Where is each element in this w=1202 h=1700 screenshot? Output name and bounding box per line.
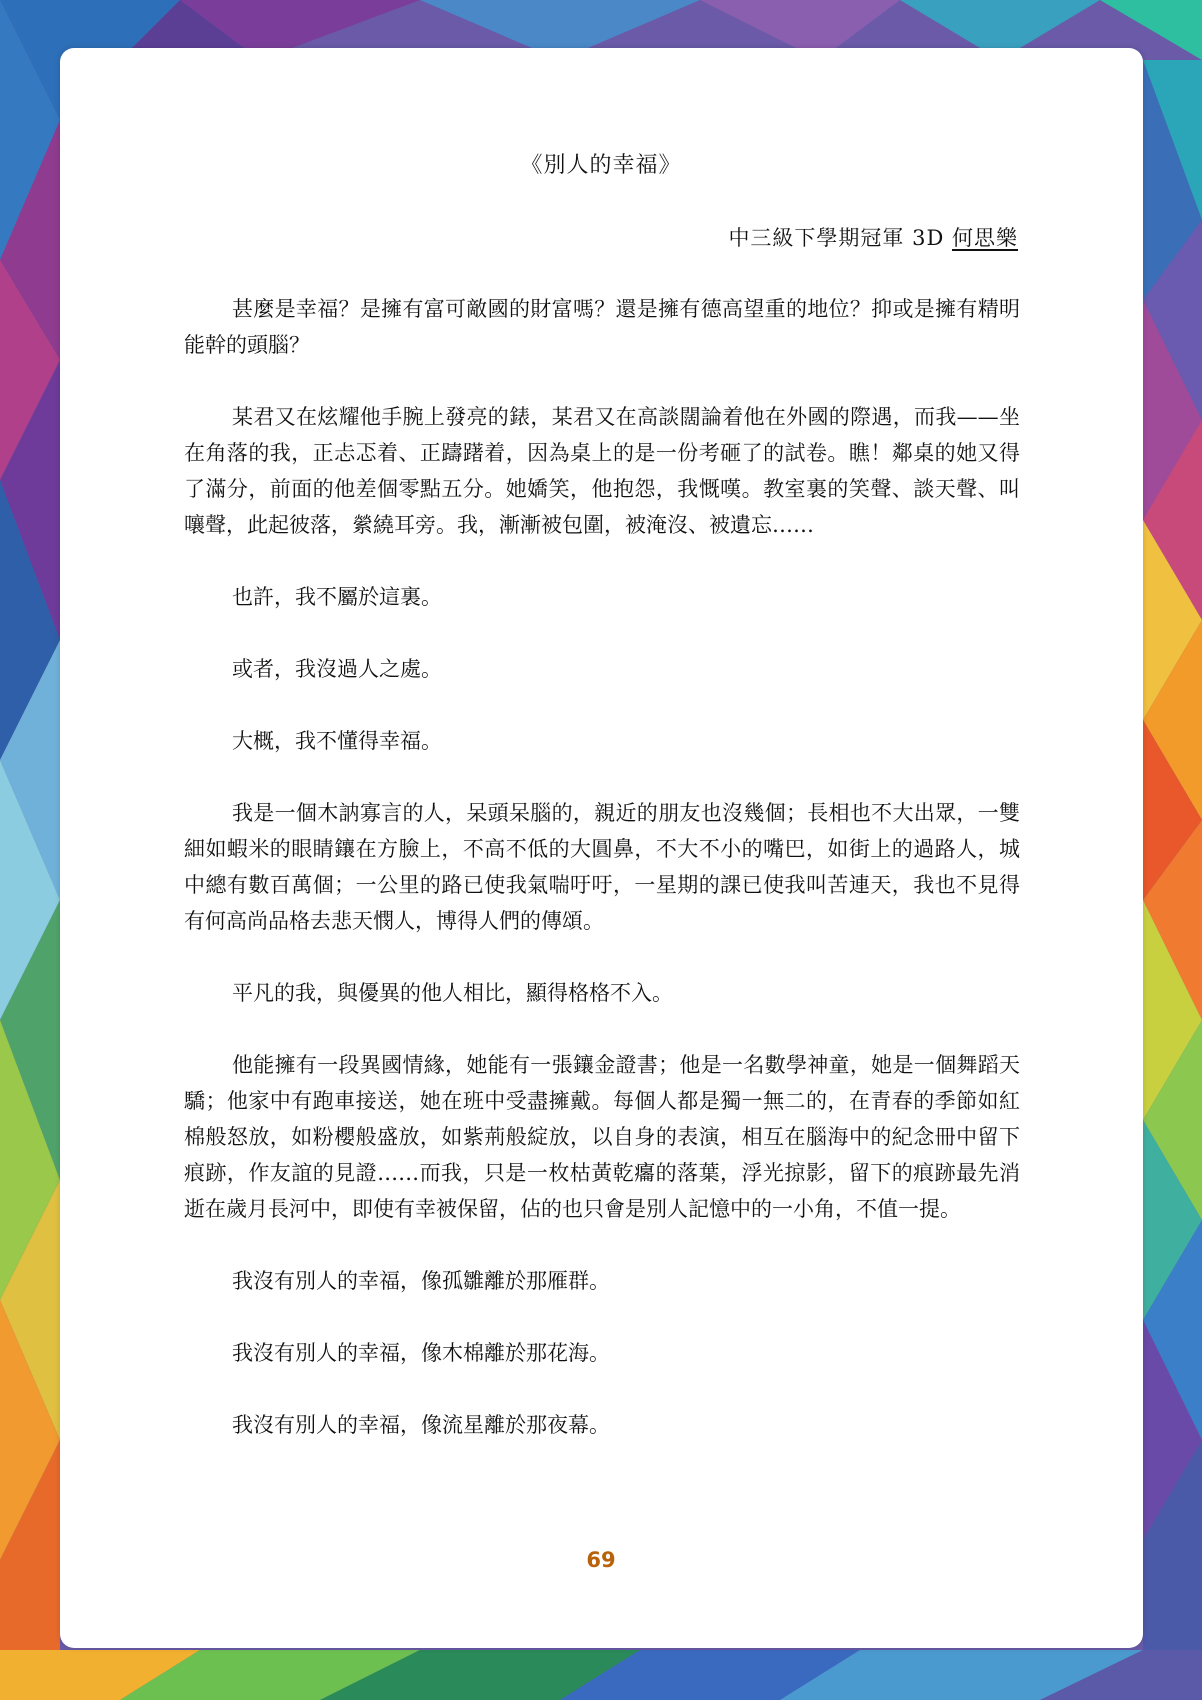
paragraph: 或者，我沒過人之處。 xyxy=(232,657,442,681)
paragraph: 我是一個木訥寡言的人，呆頭呆腦的，親近的朋友也沒幾個；長相也不大出眾，一雙細如蝦米的眼睛鑲在方臉上，不高不低的大圓鼻，不大不小的嘴巴，如街上的過路人，城中總有數百萬個；一公里的路已使我氣喘吁吁，一星期的課已使我叫苦連天，我也不見得有何高尚品格去悲天憫人，博得人們的傳頌。 xyxy=(184,801,1020,933)
byline-prefix: 中三級下學期冠軍 3D xyxy=(728,226,952,250)
essay-body xyxy=(184,291,1020,1479)
author-name: 何思樂 xyxy=(952,226,1018,250)
paragraph: 我沒有別人的幸福，像孤雛離於那雁群。 xyxy=(232,1269,610,1293)
essay-title: 《別人的幸福》 xyxy=(520,153,682,178)
paragraph: 他能擁有一段異國情緣，她能有一張鑲金證書；他是一名數學神童，她是一個舞蹈天驕；他家中有跑車接送，她在班中受盡擁戴。每個人都是獨一無二的，在青春的季節如紅棉般怒放，如粉櫻般盛放，如紫荊般綻放，以自身的表演，相互在腦海中的紀念冊中留下痕跡，作友誼的見證……而我，只是一枚枯黃乾癟的落葉，浮光掠影，留下的痕跡最先消逝在歲月長河中，即使有幸被保留，佔的也只會是別人記憶中的一小角，不值一提。 xyxy=(184,1053,1020,1221)
paragraph: 我沒有別人的幸福，像流星離於那夜幕。 xyxy=(232,1413,610,1437)
paragraph: 我沒有別人的幸福，像木棉離於那花海。 xyxy=(232,1341,610,1365)
paragraph: 某君又在炫耀他手腕上發亮的錶，某君又在高談闊論着他在外國的際遇，而我——坐在角落的我，正忐忑着、正躊躇着，因為桌上的是一份考砸了的試卷。瞧！鄰桌的她又得了滿分，前面的他差個零點五分。她嬌笑，他抱怨，我慨嘆。教室裏的笑聲、談天聲、叫嚷聲，此起彼落，縈繞耳旁。我，漸漸被包圍，被淹沒、被遺忘…… xyxy=(184,405,1020,537)
paragraph: 也許，我不屬於這裏。 xyxy=(232,585,442,609)
paragraph: 甚麼是幸福？是擁有富可敵國的財富嗎？還是擁有德高望重的地位？抑或是擁有精明能幹的頭腦？ xyxy=(184,297,1020,357)
paragraph: 平凡的我，與優異的他人相比，顯得格格不入。 xyxy=(232,981,673,1005)
page-number: 69 xyxy=(586,1548,616,1572)
paragraph: 大概，我不懂得幸福。 xyxy=(232,729,442,753)
byline xyxy=(728,222,1018,252)
